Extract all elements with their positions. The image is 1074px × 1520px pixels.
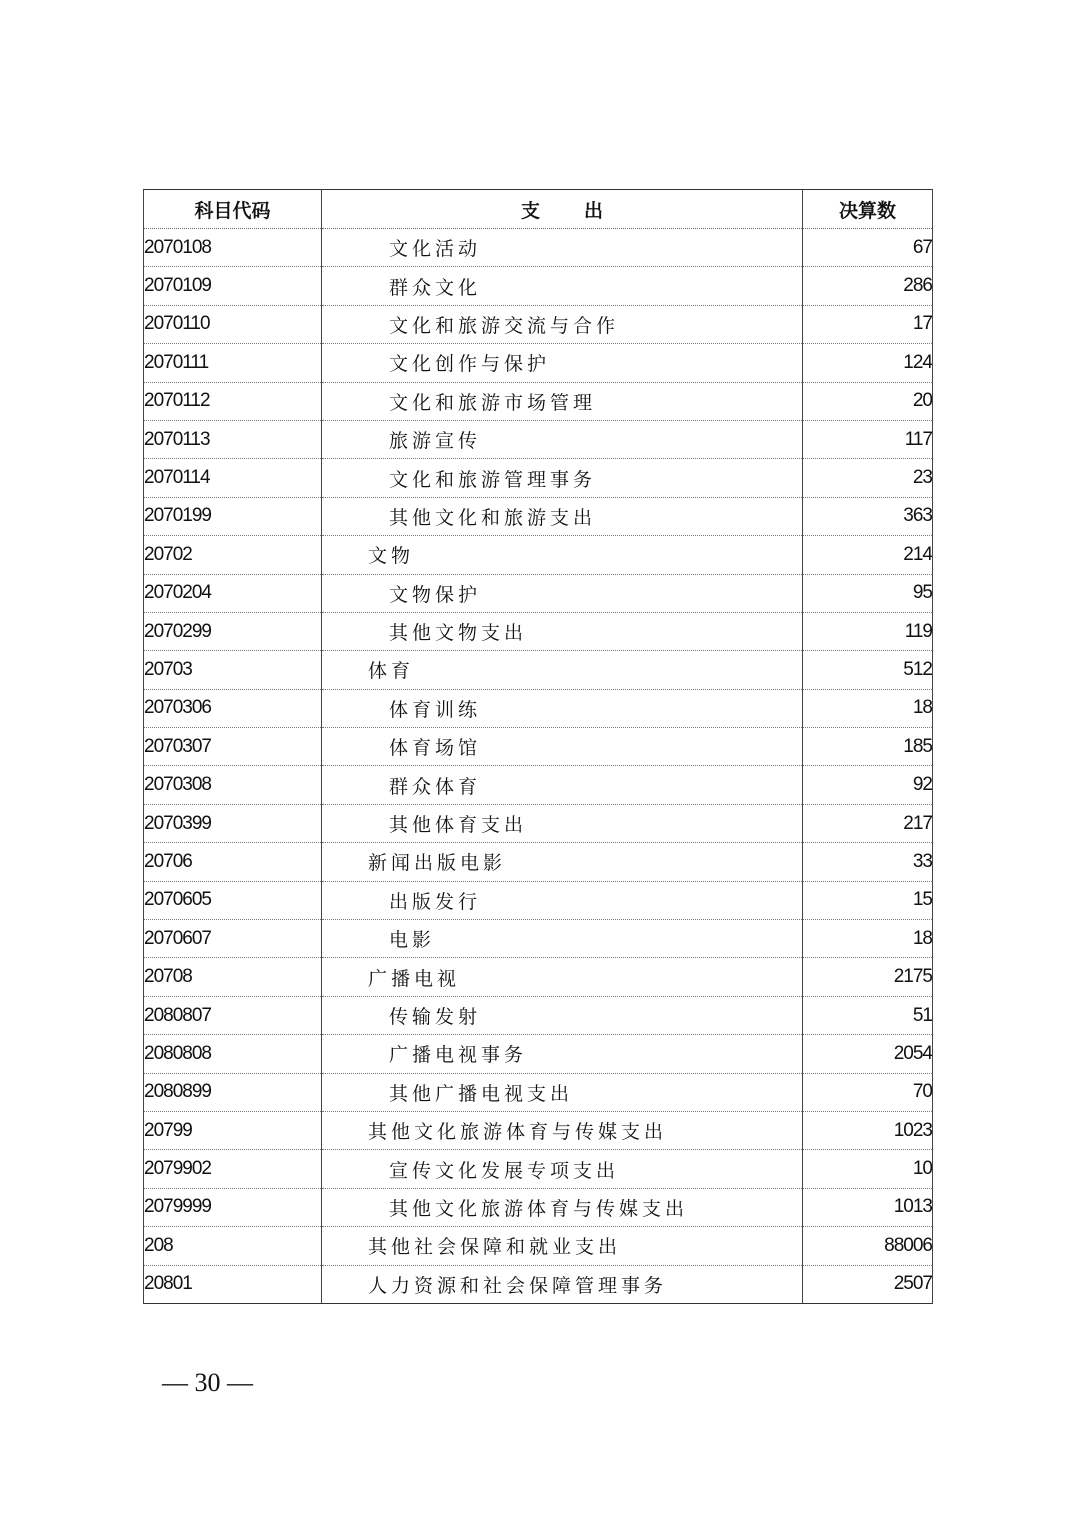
row-code: 2070199 bbox=[144, 497, 322, 535]
row-name: 传输发射 bbox=[322, 996, 803, 1034]
row-value: 95 bbox=[803, 574, 933, 612]
row-value: 119 bbox=[803, 612, 933, 650]
row-value: 117 bbox=[803, 420, 933, 458]
row-value: 2175 bbox=[803, 958, 933, 996]
row-code: 2070113 bbox=[144, 420, 322, 458]
row-name: 其他文物支出 bbox=[322, 612, 803, 650]
row-code: 2080808 bbox=[144, 1035, 322, 1073]
row-name: 广播电视 bbox=[322, 958, 803, 996]
row-name: 广播电视事务 bbox=[322, 1035, 803, 1073]
table-row bbox=[144, 1265, 933, 1303]
table-row bbox=[144, 536, 933, 574]
row-value: 17 bbox=[803, 305, 933, 343]
row-value: 67 bbox=[803, 229, 933, 267]
row-value: 10 bbox=[803, 1150, 933, 1188]
row-value: 1013 bbox=[803, 1188, 933, 1226]
row-code: 208 bbox=[144, 1227, 322, 1265]
row-value: 51 bbox=[803, 996, 933, 1034]
row-name: 文化创作与保护 bbox=[322, 344, 803, 382]
row-code: 2070109 bbox=[144, 267, 322, 305]
table-row bbox=[144, 843, 933, 881]
row-name: 出版发行 bbox=[322, 881, 803, 919]
row-name: 人力资源和社会保障管理事务 bbox=[322, 1265, 803, 1303]
row-name: 文物保护 bbox=[322, 574, 803, 612]
table-row bbox=[144, 1188, 933, 1226]
budget-table bbox=[143, 189, 933, 1304]
table-row bbox=[144, 344, 933, 382]
row-code: 20801 bbox=[144, 1265, 322, 1303]
row-value: 20 bbox=[803, 382, 933, 420]
table-row bbox=[144, 382, 933, 420]
row-name: 其他文化和旅游支出 bbox=[322, 497, 803, 535]
table-row bbox=[144, 728, 933, 766]
row-value: 88006 bbox=[803, 1227, 933, 1265]
row-value: 18 bbox=[803, 920, 933, 958]
table-row bbox=[144, 958, 933, 996]
table-row bbox=[144, 996, 933, 1034]
row-code: 2070607 bbox=[144, 920, 322, 958]
header-value: 决算数 bbox=[803, 190, 933, 229]
row-name: 体育场馆 bbox=[322, 728, 803, 766]
row-name: 其他文化旅游体育与传媒支出 bbox=[322, 1111, 803, 1149]
row-code: 20708 bbox=[144, 958, 322, 996]
row-value: 217 bbox=[803, 804, 933, 842]
row-name: 新闻出版电影 bbox=[322, 843, 803, 881]
table-row bbox=[144, 1035, 933, 1073]
header-name bbox=[322, 190, 803, 229]
row-code: 2079999 bbox=[144, 1188, 322, 1226]
row-name: 群众文化 bbox=[322, 267, 803, 305]
table-row bbox=[144, 1150, 933, 1188]
table-row bbox=[144, 1073, 933, 1111]
table-body bbox=[144, 229, 933, 1304]
row-name: 文化和旅游市场管理 bbox=[322, 382, 803, 420]
row-value: 15 bbox=[803, 881, 933, 919]
table-row bbox=[144, 651, 933, 689]
table-row bbox=[144, 1111, 933, 1149]
row-code: 20799 bbox=[144, 1111, 322, 1149]
row-code: 2080899 bbox=[144, 1073, 322, 1111]
row-value: 2507 bbox=[803, 1265, 933, 1303]
table-row bbox=[144, 804, 933, 842]
table-row bbox=[144, 497, 933, 535]
row-code: 2070114 bbox=[144, 459, 322, 497]
row-code: 20702 bbox=[144, 536, 322, 574]
row-value: 70 bbox=[803, 1073, 933, 1111]
table-row bbox=[144, 1227, 933, 1265]
table-row bbox=[144, 574, 933, 612]
row-code: 2070112 bbox=[144, 382, 322, 420]
row-value: 214 bbox=[803, 536, 933, 574]
row-value: 363 bbox=[803, 497, 933, 535]
header-code: 科目代码 bbox=[144, 190, 322, 229]
row-name: 文化活动 bbox=[322, 229, 803, 267]
row-value: 1023 bbox=[803, 1111, 933, 1149]
table-row bbox=[144, 267, 933, 305]
row-value: 33 bbox=[803, 843, 933, 881]
row-name: 电影 bbox=[322, 920, 803, 958]
row-name: 体育 bbox=[322, 651, 803, 689]
row-value: 18 bbox=[803, 689, 933, 727]
row-name: 文物 bbox=[322, 536, 803, 574]
row-value: 286 bbox=[803, 267, 933, 305]
row-code: 2070108 bbox=[144, 229, 322, 267]
table-header-row bbox=[144, 190, 933, 229]
row-value: 185 bbox=[803, 728, 933, 766]
row-value: 124 bbox=[803, 344, 933, 382]
row-code: 2080807 bbox=[144, 996, 322, 1034]
row-value: 2054 bbox=[803, 1035, 933, 1073]
row-name: 其他体育支出 bbox=[322, 804, 803, 842]
row-name: 宣传文化发展专项支出 bbox=[322, 1150, 803, 1188]
header-name-label: 支出 bbox=[520, 199, 647, 222]
row-code: 2070399 bbox=[144, 804, 322, 842]
row-code: 2070110 bbox=[144, 305, 322, 343]
row-code: 2070204 bbox=[144, 574, 322, 612]
row-code: 2070306 bbox=[144, 689, 322, 727]
row-name: 文化和旅游管理事务 bbox=[322, 459, 803, 497]
row-name: 体育训练 bbox=[322, 689, 803, 727]
table-row bbox=[144, 689, 933, 727]
row-code: 20706 bbox=[144, 843, 322, 881]
row-code: 2070307 bbox=[144, 728, 322, 766]
row-name: 旅游宣传 bbox=[322, 420, 803, 458]
row-code: 2070308 bbox=[144, 766, 322, 804]
row-code: 20703 bbox=[144, 651, 322, 689]
table-row bbox=[144, 766, 933, 804]
table-row bbox=[144, 920, 933, 958]
row-value: 23 bbox=[803, 459, 933, 497]
row-name: 群众体育 bbox=[322, 766, 803, 804]
table-row bbox=[144, 229, 933, 267]
table-row bbox=[144, 612, 933, 650]
row-code: 2070299 bbox=[144, 612, 322, 650]
table-row bbox=[144, 420, 933, 458]
row-name: 文化和旅游交流与合作 bbox=[322, 305, 803, 343]
table-row bbox=[144, 305, 933, 343]
row-code: 2079902 bbox=[144, 1150, 322, 1188]
row-name: 其他社会保障和就业支出 bbox=[322, 1227, 803, 1265]
row-value: 92 bbox=[803, 766, 933, 804]
page-number: — 30 — bbox=[162, 1368, 253, 1397]
row-code: 2070605 bbox=[144, 881, 322, 919]
table-row bbox=[144, 881, 933, 919]
row-name: 其他广播电视支出 bbox=[322, 1073, 803, 1111]
row-value: 512 bbox=[803, 651, 933, 689]
table-row bbox=[144, 459, 933, 497]
row-code: 2070111 bbox=[144, 344, 322, 382]
row-name: 其他文化旅游体育与传媒支出 bbox=[322, 1188, 803, 1226]
